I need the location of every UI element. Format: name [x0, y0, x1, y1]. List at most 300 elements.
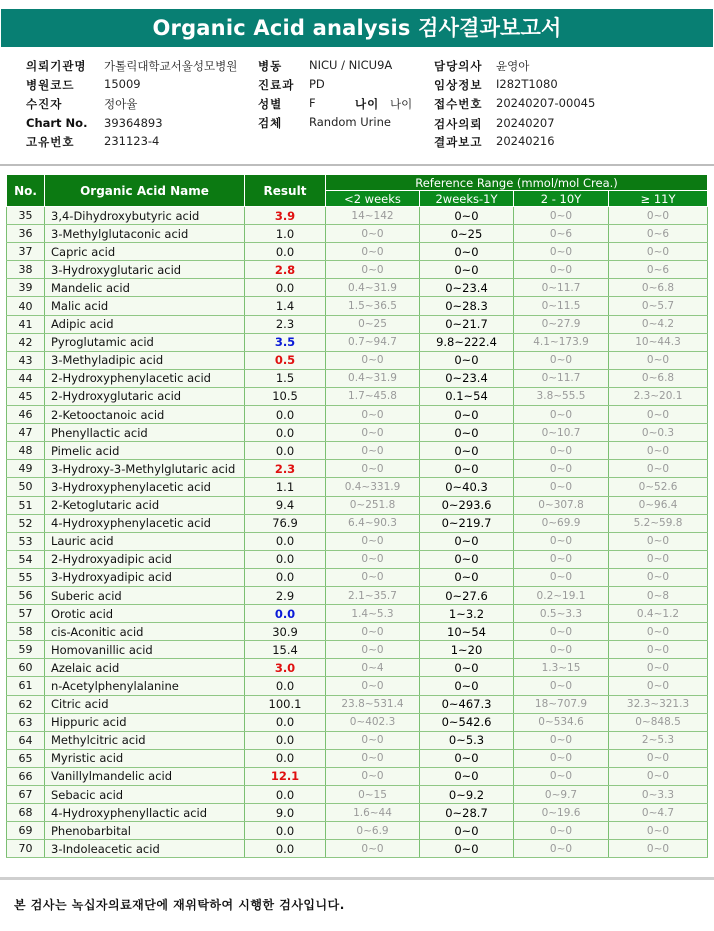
row-range-lt2w: 2.1~35.7	[326, 586, 420, 604]
clinical-label: 임상정보	[434, 78, 483, 92]
row-range-lt2w: 0~25	[326, 315, 420, 333]
report-title: Organic Acid analysis 검사결과보고서	[1, 9, 713, 47]
row-range-2-10y: 0~0	[514, 406, 609, 424]
row-range-2w-1y: 0~0	[420, 207, 514, 225]
row-range-ge11y: 0~4.2	[609, 315, 708, 333]
divider	[0, 164, 714, 166]
table-row	[7, 641, 708, 659]
row-acid-name: Adipic acid	[45, 315, 245, 333]
row-range-lt2w: 6.4~90.3	[326, 514, 420, 532]
sex-value: F	[309, 96, 316, 110]
row-range-ge11y: 0~0	[609, 623, 708, 641]
row-range-2-10y: 0~0	[514, 478, 609, 496]
row-no: 50	[7, 478, 45, 496]
dept-value: PD	[309, 77, 325, 91]
row-result: 1.5	[245, 369, 326, 387]
row-acid-name: Citric acid	[45, 695, 245, 713]
row-range-ge11y: 0~0	[609, 822, 708, 840]
header-range-2-10y: 2 - 10Y	[514, 191, 609, 207]
row-range-2-10y: 0~0	[514, 351, 609, 369]
age-value: 나이	[390, 97, 413, 111]
row-range-2w-1y: 0~0	[420, 406, 514, 424]
row-no: 35	[7, 207, 45, 225]
row-range-lt2w: 0~0	[326, 767, 420, 785]
row-range-lt2w: 1.6~44	[326, 804, 420, 822]
row-no: 53	[7, 532, 45, 550]
row-acid-name: Malic acid	[45, 297, 245, 315]
ward-label: 병동	[258, 59, 283, 73]
row-result: 0.0	[245, 731, 326, 749]
row-range-2-10y: 1.3~15	[514, 659, 609, 677]
patient-info	[0, 56, 714, 152]
row-range-2-10y: 0~0	[514, 749, 609, 767]
row-range-lt2w: 0~0	[326, 641, 420, 659]
row-range-ge11y: 0~0	[609, 659, 708, 677]
row-range-lt2w: 0~0	[326, 550, 420, 568]
row-range-2w-1y: 0~0	[420, 749, 514, 767]
row-range-2w-1y: 0~0	[420, 840, 514, 858]
row-acid-name: cis-Aconitic acid	[45, 623, 245, 641]
header-range-ge11y: ≥ 11Y	[609, 191, 708, 207]
dept-label: 진료과	[258, 78, 295, 92]
row-range-ge11y: 0~0.3	[609, 424, 708, 442]
row-no: 52	[7, 514, 45, 532]
row-result: 2.8	[245, 261, 326, 279]
report-date-label: 결과보고	[434, 135, 483, 149]
row-result: 0.5	[245, 351, 326, 369]
recipient-value: 정아율	[104, 97, 138, 111]
row-range-2-10y: 0~19.6	[514, 804, 609, 822]
row-no: 70	[7, 840, 45, 858]
row-result: 0.0	[245, 279, 326, 297]
row-range-2-10y: 4.1~173.9	[514, 333, 609, 351]
row-range-lt2w: 0~6.9	[326, 822, 420, 840]
table-body	[7, 207, 708, 858]
row-result: 76.9	[245, 514, 326, 532]
row-no: 58	[7, 623, 45, 641]
row-range-lt2w: 0~0	[326, 225, 420, 243]
table-row	[7, 496, 708, 514]
row-range-ge11y: 0~0	[609, 568, 708, 586]
table-row	[7, 586, 708, 604]
row-range-ge11y: 0~0	[609, 749, 708, 767]
row-range-2-10y: 0~0	[514, 460, 609, 478]
row-range-2-10y: 0~10.7	[514, 424, 609, 442]
row-acid-name: Pyroglutamic acid	[45, 333, 245, 351]
table-row	[7, 369, 708, 387]
row-no: 43	[7, 351, 45, 369]
chart-no-label: Chart No.	[26, 116, 88, 130]
row-result: 1.4	[245, 297, 326, 315]
row-range-ge11y: 0~0	[609, 460, 708, 478]
row-acid-name: Hippuric acid	[45, 713, 245, 731]
row-no: 68	[7, 804, 45, 822]
row-range-ge11y: 0~0	[609, 641, 708, 659]
row-range-ge11y: 0~6.8	[609, 369, 708, 387]
row-result: 2.3	[245, 460, 326, 478]
row-range-2w-1y: 0~21.7	[420, 315, 514, 333]
row-range-2-10y: 0~0	[514, 442, 609, 460]
row-range-ge11y: 0~0	[609, 442, 708, 460]
row-range-ge11y: 0~848.5	[609, 713, 708, 731]
row-range-2-10y: 0~0	[514, 550, 609, 568]
row-range-lt2w: 1.5~36.5	[326, 297, 420, 315]
row-result: 3.9	[245, 207, 326, 225]
row-no: 48	[7, 442, 45, 460]
row-acid-name: 2-Ketooctanoic acid	[45, 406, 245, 424]
row-no: 67	[7, 786, 45, 804]
row-acid-name: 3-Methylglutaconic acid	[45, 225, 245, 243]
row-acid-name: Myristic acid	[45, 749, 245, 767]
row-range-2w-1y: 0~23.4	[420, 279, 514, 297]
row-range-lt2w: 0~0	[326, 749, 420, 767]
row-range-2-10y: 0~6	[514, 225, 609, 243]
table-row	[7, 786, 708, 804]
table-row	[7, 568, 708, 586]
row-range-2-10y: 0~0	[514, 243, 609, 261]
row-range-ge11y: 0~0	[609, 677, 708, 695]
row-result: 0.0	[245, 677, 326, 695]
row-acid-name: 3,4-Dihydroxybutyric acid	[45, 207, 245, 225]
row-acid-name: Azelaic acid	[45, 659, 245, 677]
row-range-2w-1y: 9.8~222.4	[420, 333, 514, 351]
row-no: 59	[7, 641, 45, 659]
row-no: 40	[7, 297, 45, 315]
row-range-2-10y: 3.8~55.5	[514, 387, 609, 405]
row-acid-name: Mandelic acid	[45, 279, 245, 297]
table-row	[7, 442, 708, 460]
row-no: 62	[7, 695, 45, 713]
table-row	[7, 514, 708, 532]
row-range-lt2w: 0.7~94.7	[326, 333, 420, 351]
row-range-lt2w: 0~0	[326, 623, 420, 641]
chart-no-value: 39364893	[104, 116, 163, 130]
table-row	[7, 297, 708, 315]
header-range-2w-1y: 2weeks-1Y	[420, 191, 514, 207]
row-result: 100.1	[245, 695, 326, 713]
table-row	[7, 279, 708, 297]
table-row	[7, 605, 708, 623]
institution-value: 가톨릭대학교서울성모병원	[104, 59, 238, 73]
row-range-ge11y: 0~0	[609, 406, 708, 424]
specimen-value: Random Urine	[309, 115, 391, 129]
doctor-value: 윤영아	[496, 59, 530, 73]
table-row	[7, 767, 708, 785]
row-result: 15.4	[245, 641, 326, 659]
receipt-value: 20240207-00045	[496, 96, 596, 110]
row-acid-name: 3-Indoleacetic acid	[45, 840, 245, 858]
row-range-ge11y: 0~4.7	[609, 804, 708, 822]
row-range-2w-1y: 0~0	[420, 659, 514, 677]
row-acid-name: 2-Hydroxyadipic acid	[45, 550, 245, 568]
table-row	[7, 840, 708, 858]
row-range-2w-1y: 0.1~54	[420, 387, 514, 405]
row-range-lt2w: 0~0	[326, 840, 420, 858]
row-acid-name: 4-Hydroxyphenyllactic acid	[45, 804, 245, 822]
row-range-lt2w: 0~0	[326, 243, 420, 261]
row-no: 63	[7, 713, 45, 731]
ward-value: NICU / NICU9A	[309, 58, 393, 72]
row-range-ge11y: 0~0	[609, 532, 708, 550]
header-no: No.	[7, 175, 45, 207]
row-range-ge11y: 0~3.3	[609, 786, 708, 804]
hospital-code-value: 15009	[104, 77, 141, 91]
row-result: 0.0	[245, 243, 326, 261]
table-row	[7, 315, 708, 333]
row-range-ge11y: 0.4~1.2	[609, 605, 708, 623]
table-row	[7, 333, 708, 351]
row-range-2w-1y: 1~20	[420, 641, 514, 659]
header-result: Result	[245, 175, 326, 207]
request-label: 검사의뢰	[434, 117, 483, 131]
row-range-ge11y: 0~6	[609, 261, 708, 279]
report-date-value: 20240216	[496, 134, 555, 148]
unique-no-label: 고유번호	[26, 135, 75, 149]
row-range-lt2w: 0~0	[326, 406, 420, 424]
row-range-2w-1y: 0~0	[420, 351, 514, 369]
table-row	[7, 804, 708, 822]
row-acid-name: Suberic acid	[45, 586, 245, 604]
row-acid-name: Lauric acid	[45, 532, 245, 550]
receipt-label: 접수번호	[434, 97, 483, 111]
row-no: 49	[7, 460, 45, 478]
row-result: 2.9	[245, 586, 326, 604]
row-result: 3.5	[245, 333, 326, 351]
row-no: 54	[7, 550, 45, 568]
row-range-lt2w: 23.8~531.4	[326, 695, 420, 713]
row-acid-name: Phenyllactic acid	[45, 424, 245, 442]
row-range-2w-1y: 0~0	[420, 532, 514, 550]
row-range-2w-1y: 10~54	[420, 623, 514, 641]
row-no: 65	[7, 749, 45, 767]
row-acid-name: 2-Hydroxyglutaric acid	[45, 387, 245, 405]
row-range-2w-1y: 0~0	[420, 460, 514, 478]
row-range-ge11y: 0~0	[609, 767, 708, 785]
row-range-2w-1y: 0~28.7	[420, 804, 514, 822]
table-row	[7, 207, 708, 225]
table-row	[7, 387, 708, 405]
row-acid-name: n-Acetylphenylalanine	[45, 677, 245, 695]
row-acid-name: 3-Hydroxyadipic acid	[45, 568, 245, 586]
row-range-2w-1y: 0~28.3	[420, 297, 514, 315]
row-range-lt2w: 0~0	[326, 424, 420, 442]
row-result: 0.0	[245, 442, 326, 460]
table-row	[7, 822, 708, 840]
row-result: 0.0	[245, 424, 326, 442]
row-range-ge11y: 0~0	[609, 207, 708, 225]
row-range-lt2w: 0.4~331.9	[326, 478, 420, 496]
table-row	[7, 351, 708, 369]
row-no: 46	[7, 406, 45, 424]
clinical-value: I282T1080	[496, 77, 558, 91]
row-range-2w-1y: 0~219.7	[420, 514, 514, 532]
row-no: 64	[7, 731, 45, 749]
row-result: 0.0	[245, 713, 326, 731]
row-result: 2.3	[245, 315, 326, 333]
row-range-2-10y: 0~0	[514, 731, 609, 749]
row-result: 0.0	[245, 568, 326, 586]
row-range-2w-1y: 0~0	[420, 424, 514, 442]
row-acid-name: 3-Hydroxy-3-Methylglutaric acid	[45, 460, 245, 478]
row-no: 60	[7, 659, 45, 677]
age-label: 나이	[355, 97, 380, 111]
row-range-2-10y: 0~0	[514, 261, 609, 279]
row-range-lt2w: 0~0	[326, 731, 420, 749]
row-range-2-10y: 0~27.9	[514, 315, 609, 333]
footer-divider	[0, 877, 714, 880]
table-row	[7, 460, 708, 478]
row-result: 0.0	[245, 406, 326, 424]
row-result: 9.0	[245, 804, 326, 822]
row-range-2w-1y: 0~25	[420, 225, 514, 243]
row-no: 69	[7, 822, 45, 840]
row-result: 12.1	[245, 767, 326, 785]
row-range-2-10y: 0~0	[514, 623, 609, 641]
row-range-2-10y: 0~9.7	[514, 786, 609, 804]
row-range-2w-1y: 0~9.2	[420, 786, 514, 804]
row-acid-name: Sebacic acid	[45, 786, 245, 804]
table-row	[7, 550, 708, 568]
row-no: 57	[7, 605, 45, 623]
row-range-ge11y: 2.3~20.1	[609, 387, 708, 405]
row-result: 0.0	[245, 749, 326, 767]
row-range-2-10y: 0~0	[514, 767, 609, 785]
row-range-2-10y: 18~707.9	[514, 695, 609, 713]
table-row	[7, 406, 708, 424]
row-range-2w-1y: 0~293.6	[420, 496, 514, 514]
row-no: 42	[7, 333, 45, 351]
row-no: 55	[7, 568, 45, 586]
row-range-ge11y: 0~0	[609, 840, 708, 858]
row-range-ge11y: 0~0	[609, 550, 708, 568]
row-range-2w-1y: 0~0	[420, 767, 514, 785]
row-result: 0.0	[245, 550, 326, 568]
row-range-2-10y: 0~0	[514, 568, 609, 586]
row-range-ge11y: 32.3~321.3	[609, 695, 708, 713]
row-range-lt2w: 0~0	[326, 532, 420, 550]
row-acid-name: Orotic acid	[45, 605, 245, 623]
row-range-ge11y: 0~96.4	[609, 496, 708, 514]
sex-label: 성별	[258, 97, 283, 111]
row-no: 51	[7, 496, 45, 514]
row-range-ge11y: 0~8	[609, 586, 708, 604]
row-range-2-10y: 0~11.7	[514, 279, 609, 297]
row-acid-name: Capric acid	[45, 243, 245, 261]
specimen-label: 검체	[258, 116, 283, 130]
row-acid-name: 2-Hydroxyphenylacetic acid	[45, 369, 245, 387]
row-result: 30.9	[245, 623, 326, 641]
row-result: 1.1	[245, 478, 326, 496]
table-row	[7, 713, 708, 731]
row-acid-name: 4-Hydroxyphenylacetic acid	[45, 514, 245, 532]
row-no: 39	[7, 279, 45, 297]
row-result: 1.0	[245, 225, 326, 243]
table-row	[7, 225, 708, 243]
header-name: Organic Acid Name	[45, 175, 245, 207]
row-result: 9.4	[245, 496, 326, 514]
row-range-2-10y: 0~0	[514, 641, 609, 659]
row-range-2-10y: 0~307.8	[514, 496, 609, 514]
row-range-2-10y: 0~0	[514, 207, 609, 225]
hospital-code-label: 병원코드	[26, 78, 75, 92]
row-result: 0.0	[245, 532, 326, 550]
row-range-lt2w: 0~251.8	[326, 496, 420, 514]
row-range-lt2w: 0.4~31.9	[326, 369, 420, 387]
row-range-2w-1y: 0~27.6	[420, 586, 514, 604]
table-row	[7, 532, 708, 550]
row-range-2w-1y: 0~5.3	[420, 731, 514, 749]
row-range-lt2w: 14~142	[326, 207, 420, 225]
row-range-2w-1y: 0~542.6	[420, 713, 514, 731]
row-no: 36	[7, 225, 45, 243]
row-range-lt2w: 0~0	[326, 677, 420, 695]
row-acid-name: Vanillylmandelic acid	[45, 767, 245, 785]
row-range-2w-1y: 0~0	[420, 822, 514, 840]
row-range-ge11y: 5.2~59.8	[609, 514, 708, 532]
row-acid-name: Phenobarbital	[45, 822, 245, 840]
row-range-2w-1y: 0~0	[420, 442, 514, 460]
row-range-ge11y: 0~5.7	[609, 297, 708, 315]
footnote: 본 검사는 녹십자의료재단에 재위탁하여 시행한 검사입니다.	[14, 898, 345, 912]
row-result: 0.0	[245, 822, 326, 840]
unique-no-value: 231123-4	[104, 134, 160, 148]
row-range-lt2w: 0~0	[326, 351, 420, 369]
row-no: 56	[7, 586, 45, 604]
table-row	[7, 478, 708, 496]
row-range-ge11y: 0~6	[609, 225, 708, 243]
row-range-lt2w: 1.7~45.8	[326, 387, 420, 405]
row-range-lt2w: 0~402.3	[326, 713, 420, 731]
table-row	[7, 731, 708, 749]
row-range-2w-1y: 1~3.2	[420, 605, 514, 623]
row-range-ge11y: 0~0	[609, 243, 708, 261]
row-range-2-10y: 0~534.6	[514, 713, 609, 731]
row-range-2-10y: 0~0	[514, 822, 609, 840]
row-no: 38	[7, 261, 45, 279]
row-acid-name: 3-Hydroxyphenylacetic acid	[45, 478, 245, 496]
row-range-lt2w: 0~0	[326, 442, 420, 460]
row-range-2-10y: 0~11.5	[514, 297, 609, 315]
header-reference-range: Reference Range (mmol/mol Crea.)	[326, 175, 708, 191]
row-range-lt2w: 0~0	[326, 460, 420, 478]
row-no: 66	[7, 767, 45, 785]
table-row	[7, 424, 708, 442]
row-range-2-10y: 0~11.7	[514, 369, 609, 387]
row-result: 0.0	[245, 840, 326, 858]
row-range-2-10y: 0~0	[514, 840, 609, 858]
row-range-2w-1y: 0~23.4	[420, 369, 514, 387]
row-range-ge11y: 0~6.8	[609, 279, 708, 297]
row-result: 3.0	[245, 659, 326, 677]
row-range-2-10y: 0~69.9	[514, 514, 609, 532]
row-range-2w-1y: 0~0	[420, 261, 514, 279]
row-no: 61	[7, 677, 45, 695]
row-no: 47	[7, 424, 45, 442]
row-range-lt2w: 1.4~5.3	[326, 605, 420, 623]
row-range-ge11y: 10~44.3	[609, 333, 708, 351]
row-range-2-10y: 0.5~3.3	[514, 605, 609, 623]
table-row	[7, 659, 708, 677]
row-range-2w-1y: 0~0	[420, 550, 514, 568]
table-row	[7, 261, 708, 279]
row-range-2w-1y: 0~467.3	[420, 695, 514, 713]
row-range-lt2w: 0~15	[326, 786, 420, 804]
row-acid-name: Methylcitric acid	[45, 731, 245, 749]
row-range-2-10y: 0.2~19.1	[514, 586, 609, 604]
row-result: 0.0	[245, 786, 326, 804]
row-acid-name: Pimelic acid	[45, 442, 245, 460]
doctor-label: 담당의사	[434, 59, 483, 73]
